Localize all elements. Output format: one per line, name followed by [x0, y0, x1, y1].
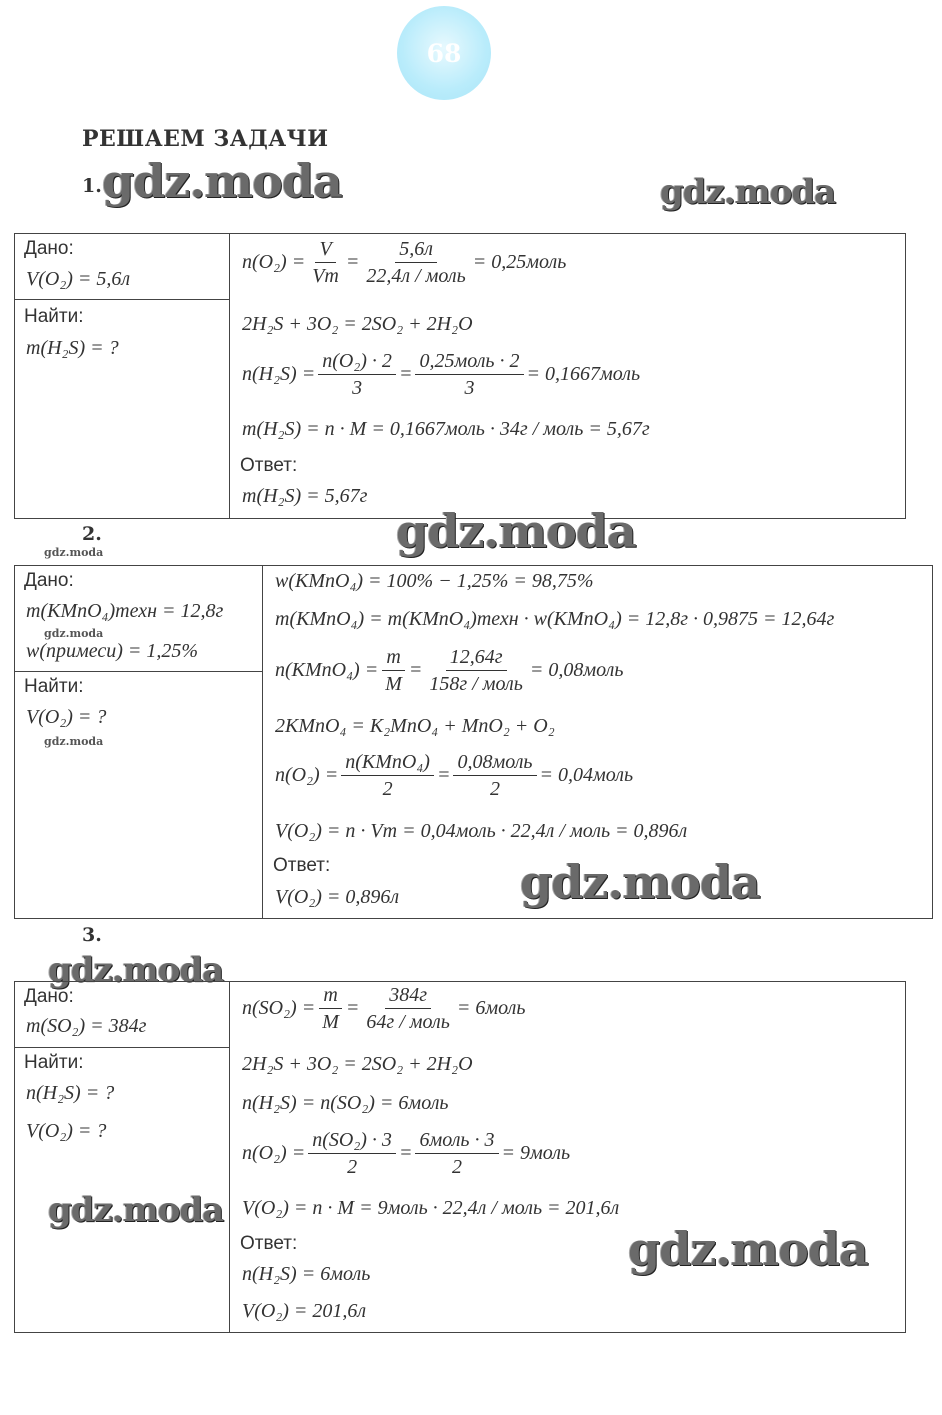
section-heading: РЕШАЕМ ЗАДАЧИ [82, 126, 329, 152]
given-value: w(примеси) = 1,25% [26, 640, 199, 662]
solution-line: V(O₂) = n · Vm = 0,04моль · 22,4л / моль = 0,896л [275, 820, 688, 842]
solution-line: w(KMnO₄) = 100% − 1,25% = 98,75% [275, 570, 594, 592]
fraction: $\frac{\text{n(KMnO₄)}}{2}$ [341, 751, 434, 800]
problem-3-number: 3. [82, 924, 102, 946]
fraction: $\frac{\text{0,25моль · 2}}{3}$ [415, 350, 523, 399]
given-label: Дано: [24, 570, 74, 591]
given-value: V(O₂) = 5,6л [26, 268, 131, 290]
find-value: V(O₂) = ? [26, 706, 107, 728]
solution-line: m(H₂S) = n · M = 0,1667моль · 34г / моль = 5,67г [242, 418, 650, 440]
table-divider [14, 1047, 229, 1048]
table-divider [14, 671, 262, 672]
watermark: gdz.moda [48, 950, 224, 990]
problem-1-number: 1. [82, 175, 102, 197]
answer-value: V(O₂) = 201,6л [242, 1300, 367, 1322]
page-number: 68 [426, 38, 462, 68]
table-divider [262, 565, 263, 918]
find-value: V(O₂) = ? [26, 1120, 107, 1142]
fraction: $\frac{5,6л}{\text{22,4л / моль}}$ [366, 238, 466, 287]
watermark: gdz.moda [102, 154, 342, 208]
fraction: $\frac{\text{6моль · 3}}{2}$ [415, 1129, 498, 1178]
solution-line: n(O₂) = $\frac{V}{Vm}$ = $\frac{5,6л}{\text{22,4л / моль}}$ = 0,25моль [242, 238, 567, 287]
solution-line: n(O₂) = $\frac{\text{n(KMnO₄)}}{2}$ = $\frac{\text{0,08моль}}{2}$ = 0,04моль [275, 751, 634, 800]
solution-line: n(H₂S) = n(SO₂) = 6моль [242, 1092, 449, 1114]
fraction: $\frac{V}{Vm}$ [312, 238, 339, 287]
reaction-equation: 2H₂S + 3O₂ = 2SO₂ + 2H₂O [242, 1053, 473, 1075]
answer-value: n(H₂S) = 6моль [242, 1263, 371, 1285]
page-number-badge [397, 6, 491, 100]
watermark: gdz.moda [44, 546, 104, 559]
watermark: gdz.moda [660, 172, 836, 212]
answer-label: Ответ: [240, 455, 298, 476]
fraction: $\frac{12,64г}{\text{158г / моль}}$ [429, 646, 523, 695]
fraction: $\frac{\text{n(SO₂) · 3}}{2}$ [308, 1129, 396, 1178]
answer-label: Ответ: [273, 855, 331, 876]
watermark: gdz.moda [628, 1222, 868, 1276]
given-label: Дано: [24, 986, 74, 1007]
reaction-equation: 2H₂S + 3O₂ = 2SO₂ + 2H₂O [242, 313, 473, 335]
solution-line: V(O₂) = n · M = 9моль · 22,4л / моль = 201,6л [242, 1197, 620, 1219]
find-label: Найти: [24, 1052, 84, 1073]
find-value: n(H₂S) = ? [26, 1082, 115, 1104]
fraction: $\frac{m}{M}$ [381, 646, 406, 695]
find-label: Найти: [24, 306, 84, 327]
watermark: gdz.moda [396, 504, 636, 558]
table-divider [14, 299, 229, 300]
fraction: $\frac{\text{0,08моль}}{2}$ [453, 751, 536, 800]
find-label: Найти: [24, 676, 84, 697]
answer-value: m(H₂S) = 5,67г [242, 485, 368, 507]
solution-line: n(KMnO₄) = $\frac{m}{M}$ = $\frac{12,64г}{\text{158г / моль}}$ = 0,08моль [275, 646, 624, 695]
solution-line: n(H₂S) = $\frac{\text{n(O₂) · 2}}{3}$ = $\frac{\text{0,25моль · 2}}{3}$ = 0,1667моль [242, 350, 641, 399]
fraction: $\frac{m}{M}$ [318, 984, 343, 1033]
watermark: gdz.moda [44, 627, 104, 640]
watermark: gdz.moda [48, 1190, 224, 1230]
table-divider [229, 233, 230, 518]
solution-line: n(O₂) = $\frac{\text{n(SO₂) · 3}}{2}$ = $\frac{\text{6моль · 3}}{2}$ = 9моль [242, 1129, 571, 1178]
given-value: m(SO₂) = 384г [26, 1015, 147, 1037]
problem-2-number: 2. [82, 523, 102, 545]
answer-label: Ответ: [240, 1233, 298, 1254]
watermark: gdz.moda [44, 735, 104, 748]
given-label: Дано: [24, 238, 74, 259]
solution-line: m(KMnO₄) = m(KMnO₄)техн · w(KMnO₄) = 12,8г · 0,9875 = 12,64г [275, 608, 835, 630]
answer-value: V(O₂) = 0,896л [275, 886, 400, 908]
find-value: m(H₂S) = ? [26, 337, 119, 359]
watermark: gdz.moda [520, 855, 760, 909]
solution-line: n(SO₂) = $\frac{m}{M}$ = $\frac{384г}{\text{64г / моль}}$ = 6моль [242, 984, 526, 1033]
fraction: $\frac{\text{n(O₂) · 2}}{3}$ [318, 350, 396, 399]
table-divider [229, 981, 230, 1332]
given-value: m(KMnO₄)техн = 12,8г [26, 600, 224, 622]
reaction-equation: 2KMnO₄ = K₂MnO₄ + MnO₂ + O₂ [275, 715, 555, 737]
fraction: $\frac{384г}{\text{64г / моль}}$ [366, 984, 450, 1033]
